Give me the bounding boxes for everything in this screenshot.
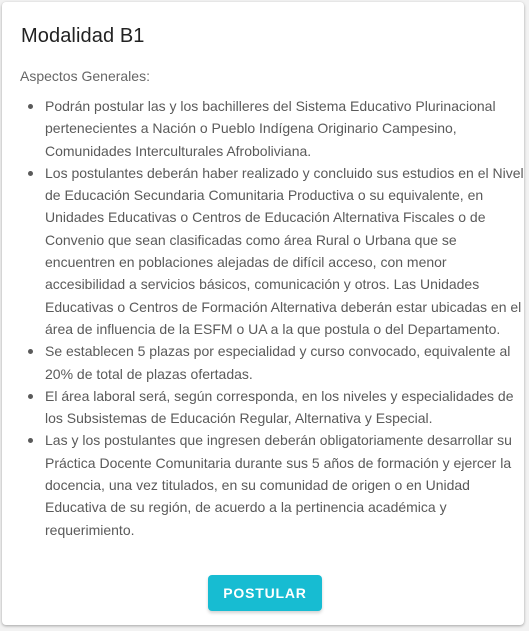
list-item-text: Podrán postular las y los bachilleres del Sistema Educativo Plurinacional pertenecientes a Nación o Pueblo Indígena Originario Campesino, Comunidades Interculturales Afroboliviana. xyxy=(45,98,496,159)
list-item-text: Los postulantes deberán haber realizado y concluido sus estudios en el Nivel de Educación Secundaria Comunitaria Productiva o su equivalente, en Unidades Educativas o Centros de Educación Alternativa Fiscales o de Convenio que sean clasificadas como área Rural o Urbana que se encuentren en poblaciones alejadas de difícil acceso, con menor accesibilidad a servicios básicos, comunicación y otros. Las Unidades Educativas o Centros de Formación Alternativa deberán estar ubicadas en el área de influencia de la ESFM o UA a la que postula o del Departamento. xyxy=(45,164,524,337)
list-item xyxy=(45,385,525,430)
bullet-icon xyxy=(28,104,33,109)
list-item-text: El área laboral será, según corresponda, en los niveles y especialidades de los Subsistemas de Educación Regular, Alternativa y Especial. xyxy=(45,387,514,427)
postular-button[interactable]: POSTULAR xyxy=(208,575,322,611)
list-item xyxy=(45,162,525,340)
list-item-text: Las y los postulantes que ingresen deberán obligatoriamente desarrollar su Práctica Docente Comunitaria durante sus 5 años de formación y ejercer la docencia, una vez titulados, en su comunidad de origen o en Unidad Educativa de su región, de acuerdo a la pertinencia académica y requerimiento. xyxy=(45,432,512,538)
list-item xyxy=(45,340,525,385)
list-item xyxy=(45,95,525,162)
bullet-icon xyxy=(28,349,33,354)
bullet-icon xyxy=(28,394,33,399)
requirements-list xyxy=(27,95,525,541)
list-item xyxy=(45,429,525,540)
modalidad-card xyxy=(2,2,524,625)
bullet-icon xyxy=(28,438,33,443)
list-item-text: Se establecen 5 plazas por especialidad y curso convocado, equivalente al 20% de total de plazas ofertadas. xyxy=(45,343,511,382)
section-label: Aspectos Generales: xyxy=(20,68,150,84)
card-title: Modalidad B1 xyxy=(21,25,145,47)
bullet-icon xyxy=(28,171,33,176)
